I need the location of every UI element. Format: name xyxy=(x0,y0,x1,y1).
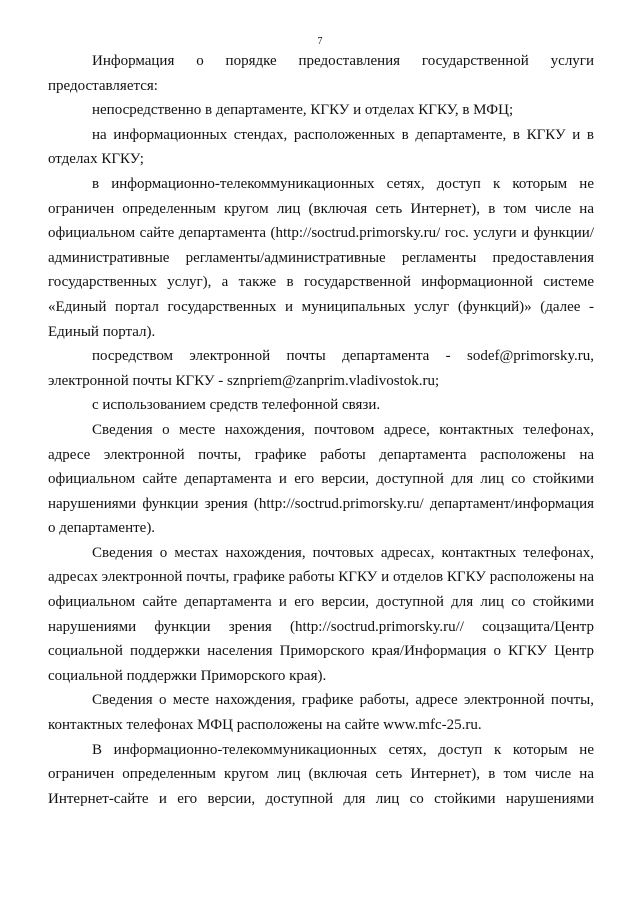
paragraph-department-location: Сведения о месте нахождения, почтовом адресе, контактных телефонах, адресе электронной почты, графике работы департамента расположены на официальном сайте департамента и его версии, доступной для лиц со стойкими нарушениями функции зрения (http://soctrud.primorsky.ru/ департамент/информация о департаменте). xyxy=(48,421,594,537)
document-body xyxy=(48,49,594,811)
paragraph-internet-networks: в информационно-телекоммуникационных сетях, доступ к которым не ограничен определенным кругом лиц (включая сеть Интернет), в том числе на официальном сайте департамента (http://soctrud.primorsky.ru/ гос. услуги и функции/административные регламенты/административные регламенты предоставления государственных услуг), а также в государственной информационной системе «Единый портал государственных и муниципальных услуг (функций)» (далее - Единый портал). xyxy=(48,175,594,340)
paragraph-info-stands: на информационных стендах, расположенных в департаменте, в КГКУ и в отделах КГКУ; xyxy=(48,126,594,168)
paragraph-in-department: непосредственно в департаменте, КГКУ и отделах КГКУ, в МФЦ; xyxy=(92,102,514,119)
paragraph-internet-site: В информационно-телекоммуникационных сетях, доступ к которым не ограничен определенным кругом лиц (включая сеть Интернет), в том числе на Интернет-сайте и его версии, доступной для лиц со стойкими нарушениями xyxy=(48,741,594,807)
paragraph-mfc-location: Сведения о месте нахождения, графике работы, адресе электронной почты, контактных телефонах МФЦ расположены на сайте www.mfc-25.ru. xyxy=(48,692,594,734)
page-number: 7 xyxy=(317,36,323,47)
paragraph-info-provided: Информация о порядке предоставления государственной услуги предоставляется: xyxy=(48,53,594,94)
paragraph-kgku-locations: Сведения о местах нахождения, почтовых адресах, контактных телефонах, адресах электронной почты, графике работы КГКУ и отделов КГКУ расположены на официальном сайте департамента и его версии, доступной для лиц со стойкими нарушениями функции зрения (http://soctrud.primorsky.ru// соцзащита/Центр социальной поддержки населения Приморского края/Информация о КГКУ Центр социальной поддержки Приморского края). xyxy=(48,544,594,684)
paragraph-email: посредством электронной почты департамента - sodef@primorsky.ru, электронной почты КГКУ - sznpriem@zanprim.vladivostok.ru; xyxy=(48,348,594,389)
paragraph-telephone: с использованием средств телефонной связи. xyxy=(92,397,381,414)
